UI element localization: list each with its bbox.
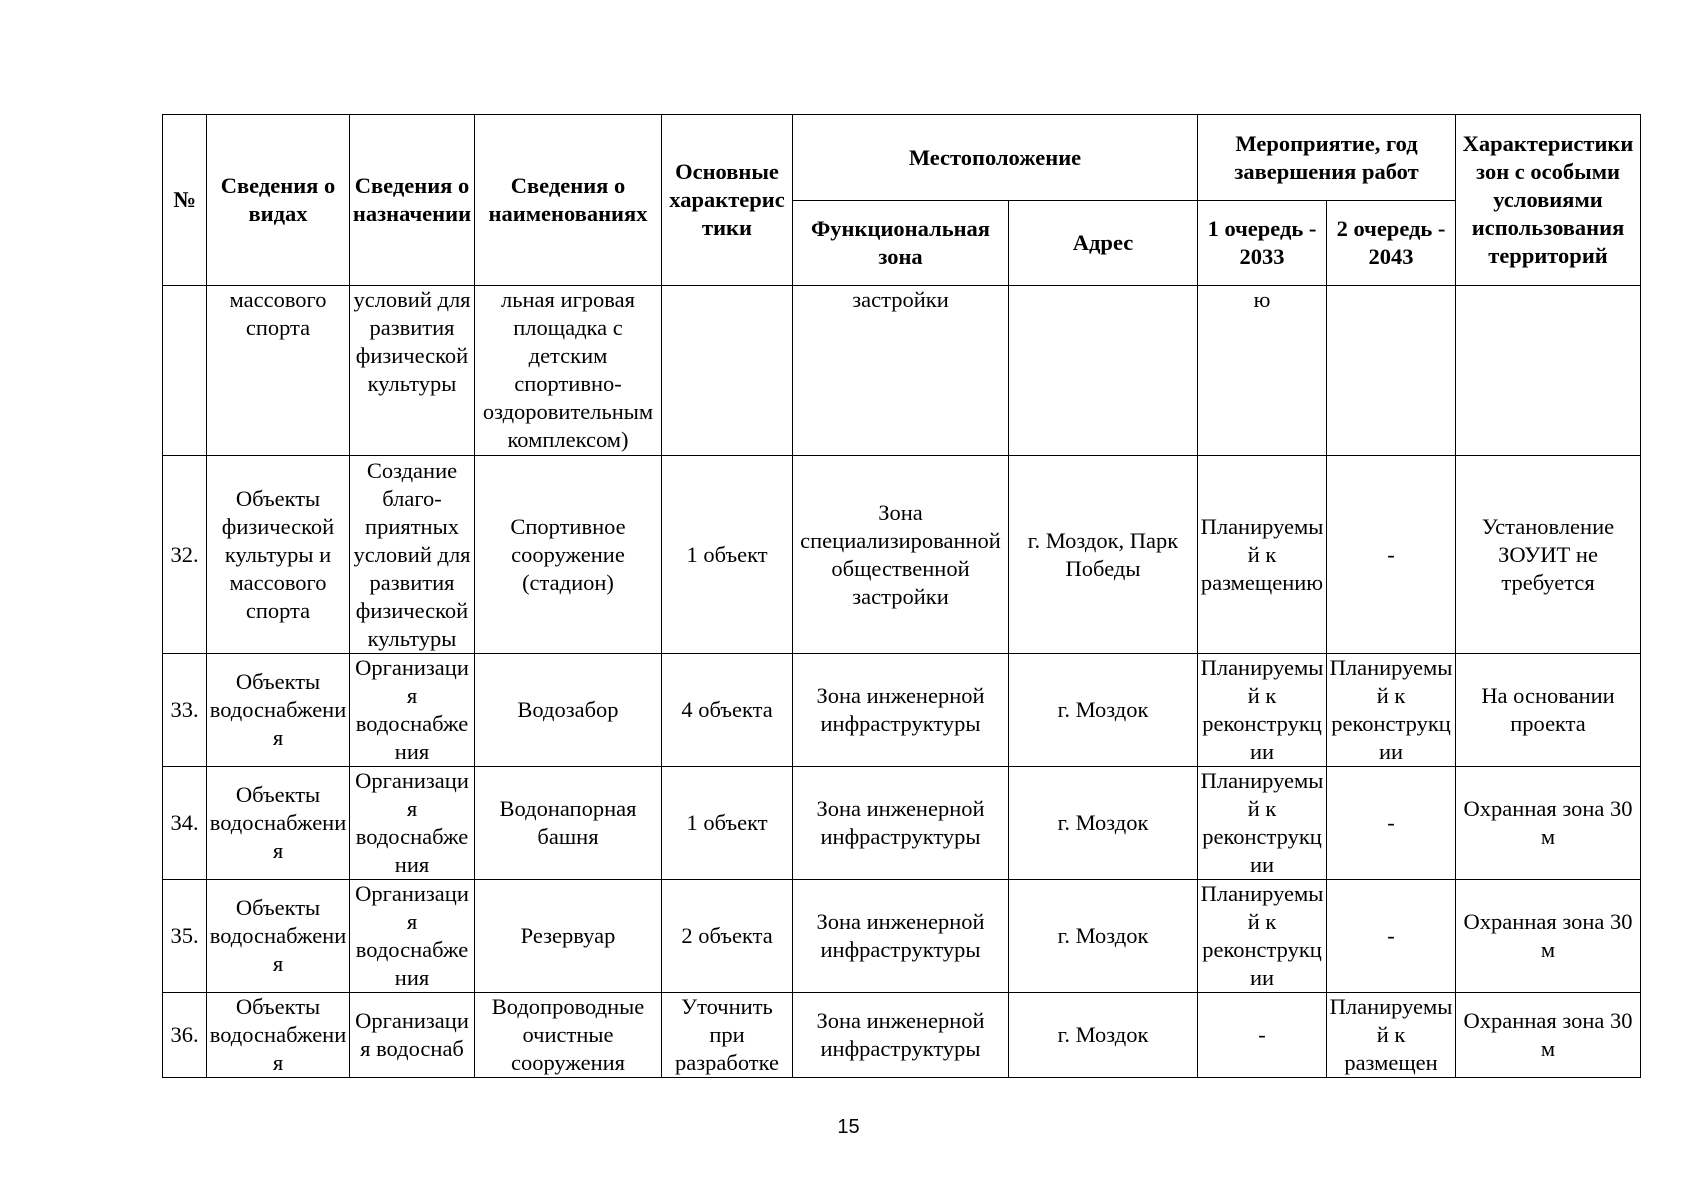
cell-zouit: Охранная зона 30 м [1456, 993, 1641, 1078]
header-names: Сведения о наименованиях [475, 115, 662, 286]
header-functional-zone: Функциональная зона [793, 201, 1009, 286]
cell-stage2: - [1327, 880, 1456, 993]
cell-zone: Зона специализированной общественной застройки [793, 456, 1009, 654]
cell-num: 33. [163, 654, 207, 767]
cell-purpose: Организация водоснаб [350, 993, 475, 1078]
header-characteristics: Основные характеристики [662, 115, 793, 286]
cell-type: массового спорта [207, 286, 350, 456]
cell-purpose: условий для развития физической культуры [350, 286, 475, 456]
cell-zouit: На основании проекта [1456, 654, 1641, 767]
cell-address: г. Моздок [1009, 654, 1198, 767]
header-stage2: 2 очередь - 2043 [1327, 201, 1456, 286]
cell-zone: застройки [793, 286, 1009, 456]
cell-name: Резервуар [475, 880, 662, 993]
header-row [163, 115, 1641, 201]
cell-stage1: ю [1198, 286, 1327, 456]
cell-zouit: Охранная зона 30 м [1456, 880, 1641, 993]
cell-stage2: Планируемый к размещен [1327, 993, 1456, 1078]
cell-purpose: Организация водоснабжения [350, 767, 475, 880]
cell-name: Водозабор [475, 654, 662, 767]
cell-purpose: Организация водоснабжения [350, 654, 475, 767]
cell-address: г. Моздок [1009, 767, 1198, 880]
cell-purpose: Организация водоснабжения [350, 880, 475, 993]
cell-zouit: Охранная зона 30 м [1456, 767, 1641, 880]
cell-stage2 [1327, 286, 1456, 456]
table-row [163, 654, 1641, 767]
cell-stage1: Планируемый к реконструкции [1198, 767, 1327, 880]
cell-name: Водонапорная башня [475, 767, 662, 880]
cell-zone: Зона инженерной инфраструктуры [793, 767, 1009, 880]
cell-stage2: Планируемый к реконструкции [1327, 654, 1456, 767]
cell-stage1: - [1198, 993, 1327, 1078]
cell-characteristics: Уточнить при разработке [662, 993, 793, 1078]
cell-stage2: - [1327, 456, 1456, 654]
cell-address: г. Моздок [1009, 993, 1198, 1078]
cell-characteristics: 1 объект [662, 767, 793, 880]
table-body [163, 286, 1641, 1078]
header-purpose: Сведения о назначении [350, 115, 475, 286]
header-stage1: 1 очередь - 2033 [1198, 201, 1327, 286]
header-zones: Характеристики зон с особыми условиями использования территорий [1456, 115, 1641, 286]
table-row [163, 456, 1641, 654]
cell-stage1: Планируемый к реконструкции [1198, 880, 1327, 993]
cell-stage1: Планируемый к реконструкции [1198, 654, 1327, 767]
cell-type: Объекты физической культуры и массового спорта [207, 456, 350, 654]
cell-name: Спортивное сооружение (стадион) [475, 456, 662, 654]
cell-name: льная игровая площадка с детским спортивно-оздоровительным комплексом) [475, 286, 662, 456]
cell-name: Водопроводные очистные сооружения [475, 993, 662, 1078]
cell-characteristics: 1 объект [662, 456, 793, 654]
cell-purpose: Создание благо-приятных условий для развития физической культуры [350, 456, 475, 654]
cell-num: 36. [163, 993, 207, 1078]
territorial-planning-table [162, 114, 1641, 1078]
cell-num: 34. [163, 767, 207, 880]
cell-zone: Зона инженерной инфраструктуры [793, 880, 1009, 993]
cell-num [163, 286, 207, 456]
cell-characteristics [662, 286, 793, 456]
cell-address: г. Моздок, Парк Победы [1009, 456, 1198, 654]
cell-stage1: Планируемый к размещению [1198, 456, 1327, 654]
table-row [163, 767, 1641, 880]
header-num: № [163, 115, 207, 286]
header-address: Адрес [1009, 201, 1198, 286]
cell-address: г. Моздок [1009, 880, 1198, 993]
cell-address [1009, 286, 1198, 456]
cell-type: Объекты водоснабжения [207, 767, 350, 880]
cell-type: Объекты водоснабжения [207, 993, 350, 1078]
cell-zouit: Установление ЗОУИТ не требуется [1456, 456, 1641, 654]
table-row [163, 880, 1641, 993]
cell-type: Объекты водоснабжения [207, 654, 350, 767]
cell-num: 32. [163, 456, 207, 654]
header-types: Сведения о видах [207, 115, 350, 286]
table-row [163, 993, 1641, 1078]
cell-zouit [1456, 286, 1641, 456]
cell-type: Объекты водоснабжения [207, 880, 350, 993]
page-number: 15 [837, 1116, 860, 1138]
table-row [163, 286, 1641, 456]
cell-characteristics: 4 объекта [662, 654, 793, 767]
cell-zone: Зона инженерной инфраструктуры [793, 993, 1009, 1078]
cell-stage2: - [1327, 767, 1456, 880]
cell-zone: Зона инженерной инфраструктуры [793, 654, 1009, 767]
cell-num: 35. [163, 880, 207, 993]
table-header [163, 115, 1641, 286]
header-location: Местоположение [793, 115, 1198, 201]
cell-characteristics: 2 объекта [662, 880, 793, 993]
header-activity: Мероприятие, год завершения работ [1198, 115, 1456, 201]
